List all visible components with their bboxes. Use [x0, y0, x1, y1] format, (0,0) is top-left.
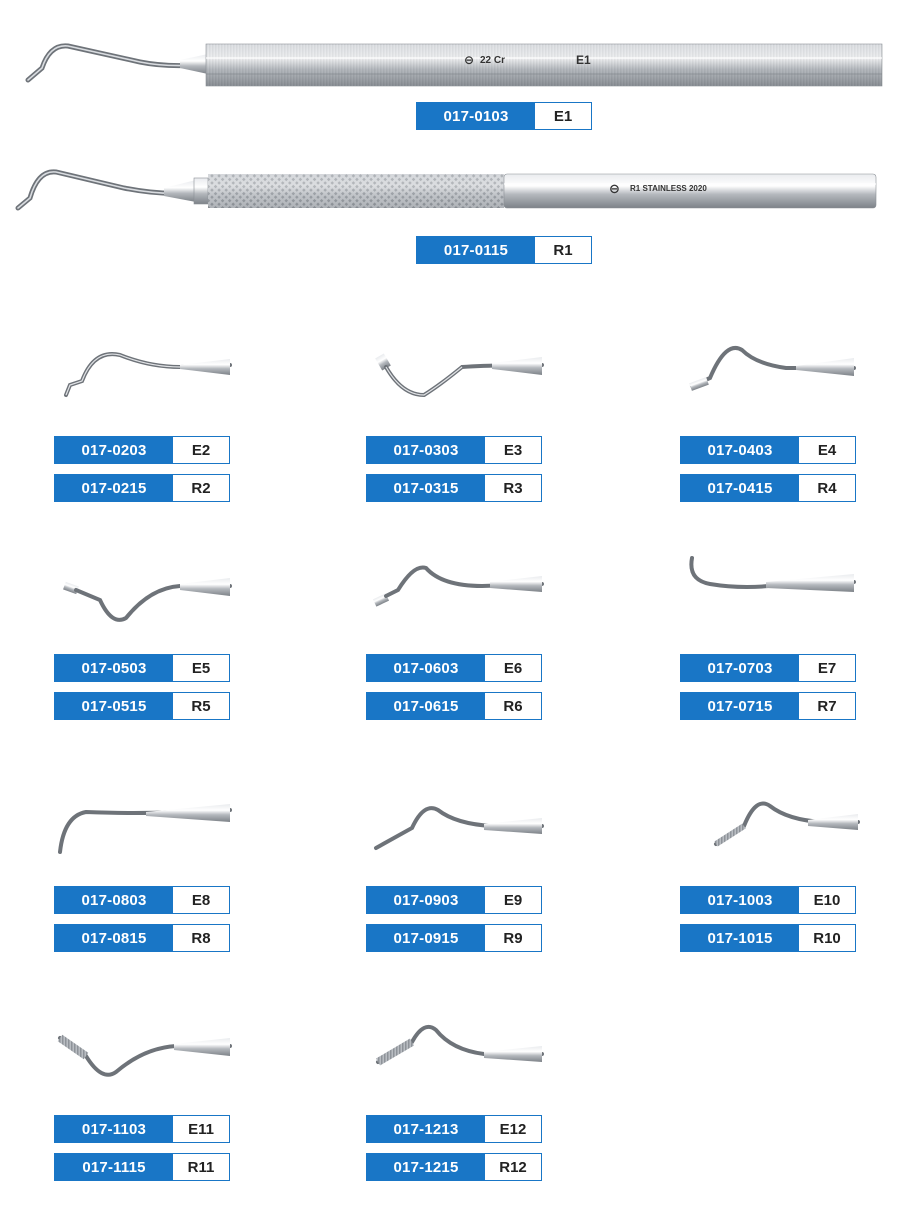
label-017-0203 [54, 436, 230, 464]
instrument-r1-logo-icon: ⊖ [609, 181, 620, 196]
label-code: 017-0915 [367, 925, 485, 951]
label-model: R12 [499, 1158, 527, 1176]
instrument-e2-image [60, 345, 235, 405]
label-model: R1 [553, 241, 573, 259]
label-model: E3 [503, 441, 523, 459]
label-code: 017-0603 [367, 655, 485, 681]
label-017-0315 [366, 474, 542, 502]
label-code: 017-0415 [681, 475, 799, 501]
label-code: 017-0515 [55, 693, 173, 719]
label-code: 017-1213 [367, 1116, 485, 1142]
label-model: E5 [191, 659, 211, 677]
label-017-0615 [366, 692, 542, 720]
label-017-0915 [366, 924, 542, 952]
label-model: R8 [191, 929, 211, 947]
label-model: E8 [191, 891, 211, 909]
label-code: 017-0215 [55, 475, 173, 501]
label-017-0115 [416, 236, 592, 264]
label-017-0403 [680, 436, 856, 464]
label-code: 017-0303 [367, 437, 485, 463]
instrument-e6-image [372, 560, 547, 620]
label-017-1015 [680, 924, 856, 952]
label-code: 017-0403 [681, 437, 799, 463]
instrument-e9-image [372, 800, 547, 860]
label-model: R9 [503, 929, 523, 947]
label-model: E7 [817, 659, 837, 677]
label-017-0515 [54, 692, 230, 720]
instrument-e8-image [56, 800, 236, 860]
label-code: 017-1115 [55, 1154, 173, 1180]
label-model: E2 [191, 441, 211, 459]
label-model: R6 [503, 697, 523, 715]
label-code: 017-1215 [367, 1154, 485, 1180]
label-model: E1 [553, 107, 573, 125]
label-code: 017-0315 [367, 475, 485, 501]
label-code: 017-0503 [55, 655, 173, 681]
label-model: R5 [191, 697, 211, 715]
label-model: R10 [813, 929, 841, 947]
label-code: 017-0203 [55, 437, 173, 463]
label-model: R3 [503, 479, 523, 497]
label-code: 017-0803 [55, 887, 173, 913]
label-017-0503 [54, 654, 230, 682]
label-017-1213 [366, 1115, 542, 1143]
instrument-e1-engraving-model: E1 [576, 53, 591, 67]
label-code: 017-0815 [55, 925, 173, 951]
instrument-e1-logo-icon: ⊖ [464, 53, 475, 67]
label-model: E6 [503, 659, 523, 677]
label-017-0815 [54, 924, 230, 952]
instrument-e7-image [686, 556, 861, 606]
instrument-e3-image [372, 345, 547, 410]
label-code: 017-1015 [681, 925, 799, 951]
label-model: R4 [817, 479, 837, 497]
label-017-1003 [680, 886, 856, 914]
label-017-0703 [680, 654, 856, 682]
label-code: 017-1103 [55, 1116, 173, 1142]
label-model: E11 [188, 1120, 214, 1138]
instrument-e11-image [56, 1030, 236, 1090]
label-model: E10 [813, 891, 841, 909]
label-017-0303 [366, 436, 542, 464]
instrument-r1-engraving: R1 STAINLESS 2020 [630, 184, 707, 193]
label-017-1103 [54, 1115, 230, 1143]
instrument-e1-engraving-alloy: 22 Cr [480, 55, 506, 66]
label-017-1115 [54, 1153, 230, 1181]
label-017-0215 [54, 474, 230, 502]
label-code: 017-0715 [681, 693, 799, 719]
label-code: 017-1003 [681, 887, 799, 913]
label-model: R2 [191, 479, 211, 497]
instrument-e12-image [372, 1020, 547, 1080]
label-017-0103 [416, 102, 592, 130]
instrument-e4-image [686, 340, 861, 400]
label-model: R7 [817, 697, 837, 715]
label-model: E4 [817, 441, 837, 459]
label-model: E12 [499, 1120, 527, 1138]
label-017-0603 [366, 654, 542, 682]
label-code: 017-0103 [417, 103, 535, 129]
instrument-e1-image [20, 30, 900, 100]
label-017-0803 [54, 886, 230, 914]
label-code: 017-0703 [681, 655, 799, 681]
label-code: 017-0115 [417, 237, 535, 263]
label-model: E9 [503, 891, 523, 909]
label-017-1215 [366, 1153, 542, 1181]
label-model: R11 [187, 1158, 215, 1176]
label-017-0415 [680, 474, 856, 502]
label-017-0903 [366, 886, 542, 914]
instrument-e5-image [60, 570, 235, 630]
label-code: 017-0615 [367, 693, 485, 719]
label-code: 017-0903 [367, 887, 485, 913]
label-017-0715 [680, 692, 856, 720]
instrument-r1-image [14, 160, 900, 220]
instrument-e10-image [712, 796, 862, 856]
